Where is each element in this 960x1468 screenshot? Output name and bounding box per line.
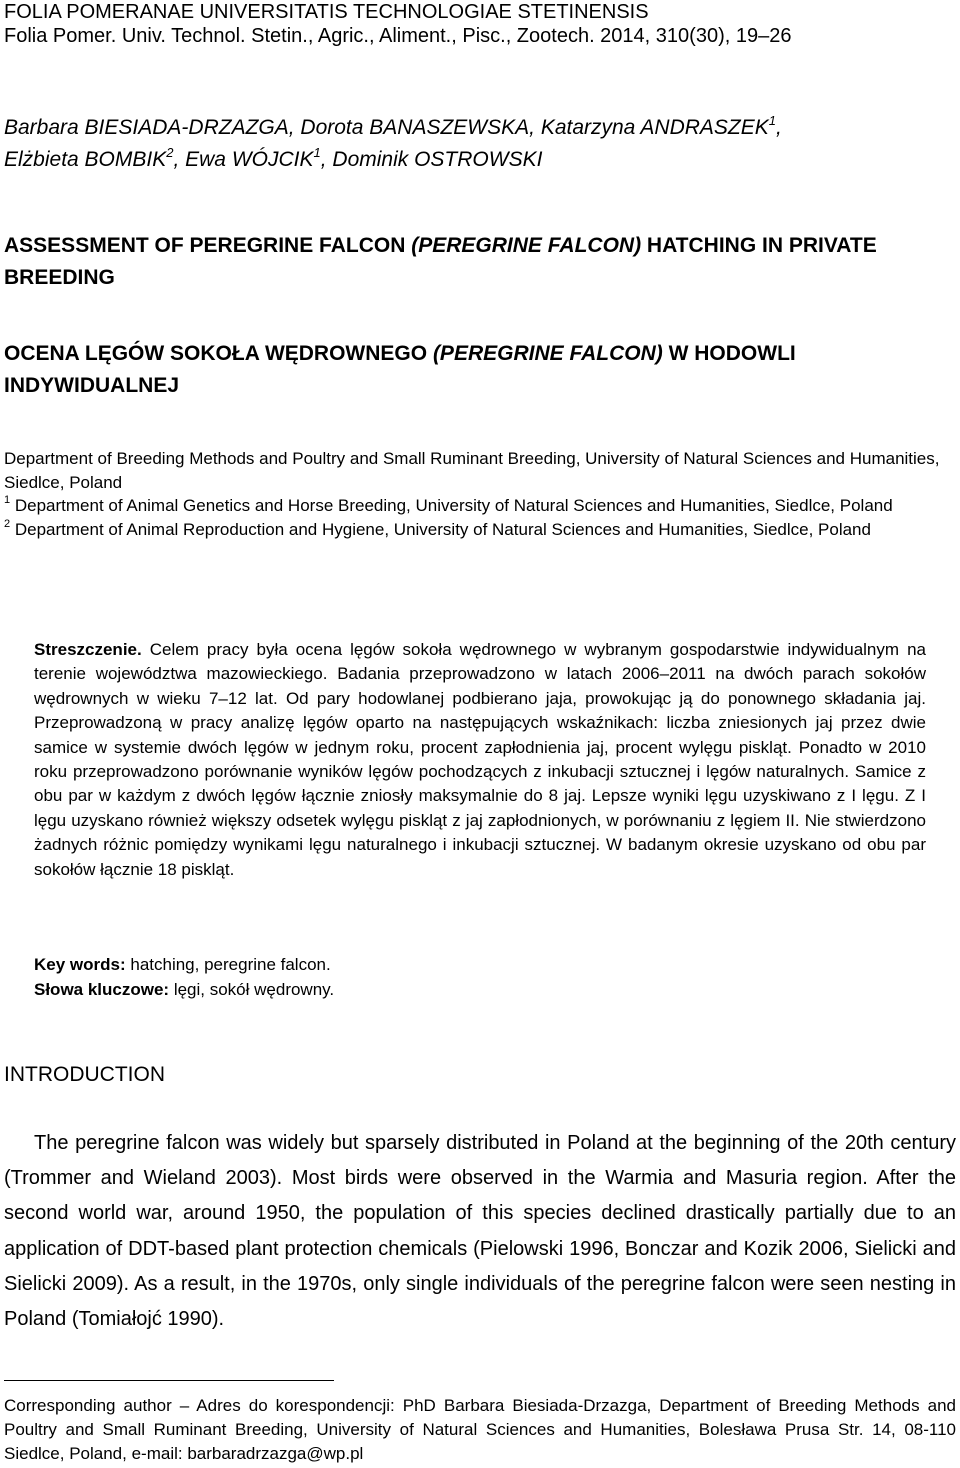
keywords	[34, 953, 926, 1002]
title-en-part: ASSESSMENT OF PEREGRINE FALCON	[4, 234, 412, 257]
keywords-en-label: Key words:	[34, 955, 126, 974]
title-pl-italic: (PEREGRINE FALCON)	[432, 342, 663, 365]
corresponding-author-footnote: Corresponding author – Adres do korespondencji: PhD Barbara Biesiada-Drzazga, Department of Breeding Methods and Poultry and Small Ruminant Breeding, University of Natural Sciences and Humanities, Bolesława Prusa Str. 14, 08-110 Siedlce, Poland, e-mail: barbaradrzazga@wp.pl	[4, 1396, 956, 1463]
author-name-bombik: Elżbieta BOMBIK	[4, 148, 167, 171]
introduction-paragraph: The peregrine falcon was widely but sparsely distributed in Poland at the beginning of the 20th century (Trommer and Wieland 2003). Most birds were observed in the Warmia and Masuria region. After the second world war, around 1950, the population of this species declined drastically partially due to an application of DDT-based plant protection chemicals (Pielowski 1996, Bonczar and Kozik 2006, Sielicki and Sielicki 2009). As a result, in the 1970s, only single individuals of the peregrine falcon were seen nesting in Poland (Tomiałojć 1990).	[4, 1132, 956, 1331]
keywords-pl-text: lęgi, sokół wędrowny.	[169, 979, 335, 999]
affiliation-main: Department of Breeding Methods and Poultry and Small Ruminant Breeding, University of Natural Sciences and Humanities, Siedlce, Poland	[4, 449, 940, 492]
affiliation-2	[4, 518, 956, 542]
journal-header	[4, 0, 791, 48]
title-en-italic: (PEREGRINE FALCON)	[411, 234, 642, 257]
author-list	[4, 112, 954, 176]
abstract	[34, 638, 926, 882]
title-pl-part: W HODOWLI INDYWIDUALNEJ	[4, 342, 796, 397]
title-english	[4, 230, 954, 294]
abstract-label: Streszczenie.	[34, 640, 142, 659]
author-separator: ,	[776, 116, 782, 139]
affiliation-marker: 2	[166, 145, 174, 160]
affiliation-text: Department of Animal Genetics and Horse Breeding, University of Natural Sciences and Humanities, Siedlce, Poland	[10, 496, 893, 515]
author-name-ostrowski: , Dominik OSTROWSKI	[320, 148, 543, 171]
title-en-part: HATCHING IN PRIVATE BREEDING	[4, 234, 877, 289]
author-line-1	[4, 112, 954, 144]
journal-name: FOLIA POMERANAE UNIVERSITATIS TECHNOLOGIAE STETINENSIS	[4, 1, 649, 23]
affiliation-1	[4, 494, 956, 518]
footnote-divider	[4, 1380, 334, 1381]
keywords-en-text: hatching, peregrine falcon.	[125, 955, 331, 974]
author-line-2	[4, 144, 954, 176]
keywords-english	[34, 953, 926, 978]
author-names-1: Barbara BIESIADA-DRZAZGA, Dorota BANASZEWSKA, Katarzyna ANDRASZEK	[4, 116, 769, 139]
affiliation-marker: 1	[313, 145, 321, 160]
section-heading-introduction: INTRODUCTION	[4, 1063, 165, 1086]
journal-citation: Folia Pomer. Univ. Technol. Stetin., Agric., Aliment., Pisc., Zootech. 2014, 310(30), 19–26	[4, 25, 792, 47]
affiliation-marker: 1	[768, 113, 777, 128]
keywords-pl-label: Słowa kluczowe:	[34, 979, 170, 999]
affiliations	[4, 447, 956, 541]
affiliation-text: Department of Animal Reproduction and Hygiene, University of Natural Sciences and Humanities, Siedlce, Poland	[10, 519, 871, 539]
abstract-text: Celem pracy była ocena lęgów sokoła wędrownego w wybranym gospodarstwie indywidualnym na terenie województwa mazowieckiego. Badania przeprowadzono w latach 2006–2011 na dwóch parach sokołów wędrownych w wieku 7–12 lat. Od pary hodowlanej podbierano jaja, prowokując ją do ponownego składania jaj. Przeprowadzoną w pracy analizę lęgów oparto na następujących wskaźnikach: liczba zniesionych jaj przez dwie samice w systemie dwóch lęgów w jednym roku, procent zapłodnienia jaj, procent wylęgu piskląt. Ponadto w 2010 roku przeprowadzono porównanie wyników lęgów pochodzących z inkubacji sztucznej i lęgów naturalnych. Samice z obu par w każdym z dwóch lęgów łącznie zniosły maksymalnie do 8 jaj. Lepsze wyniki lęgu uzyskiwano z I lęgu. Z I lęgu uzyskano również większy odsetek wylęgu piskląt z jaj zapłodnionych, w porównaniu z lęgiem II. Nie stwierdzono żadnych różnic pomiędzy wynikami lęgu naturalnego i inkubacji sztucznej. W badanym okresie uzyskano od obu par sokołów łącznie 18 piskląt.	[34, 640, 926, 879]
title-pl-part: OCENA LĘGÓW SOKOŁA WĘDROWNEGO	[4, 342, 433, 365]
affiliation-marker: 1	[4, 494, 11, 506]
affiliation-marker: 2	[4, 517, 11, 530]
title-polish	[4, 338, 954, 402]
author-name-wojcik: , Ewa WÓJCIK	[173, 148, 314, 171]
keywords-polish	[34, 978, 926, 1003]
